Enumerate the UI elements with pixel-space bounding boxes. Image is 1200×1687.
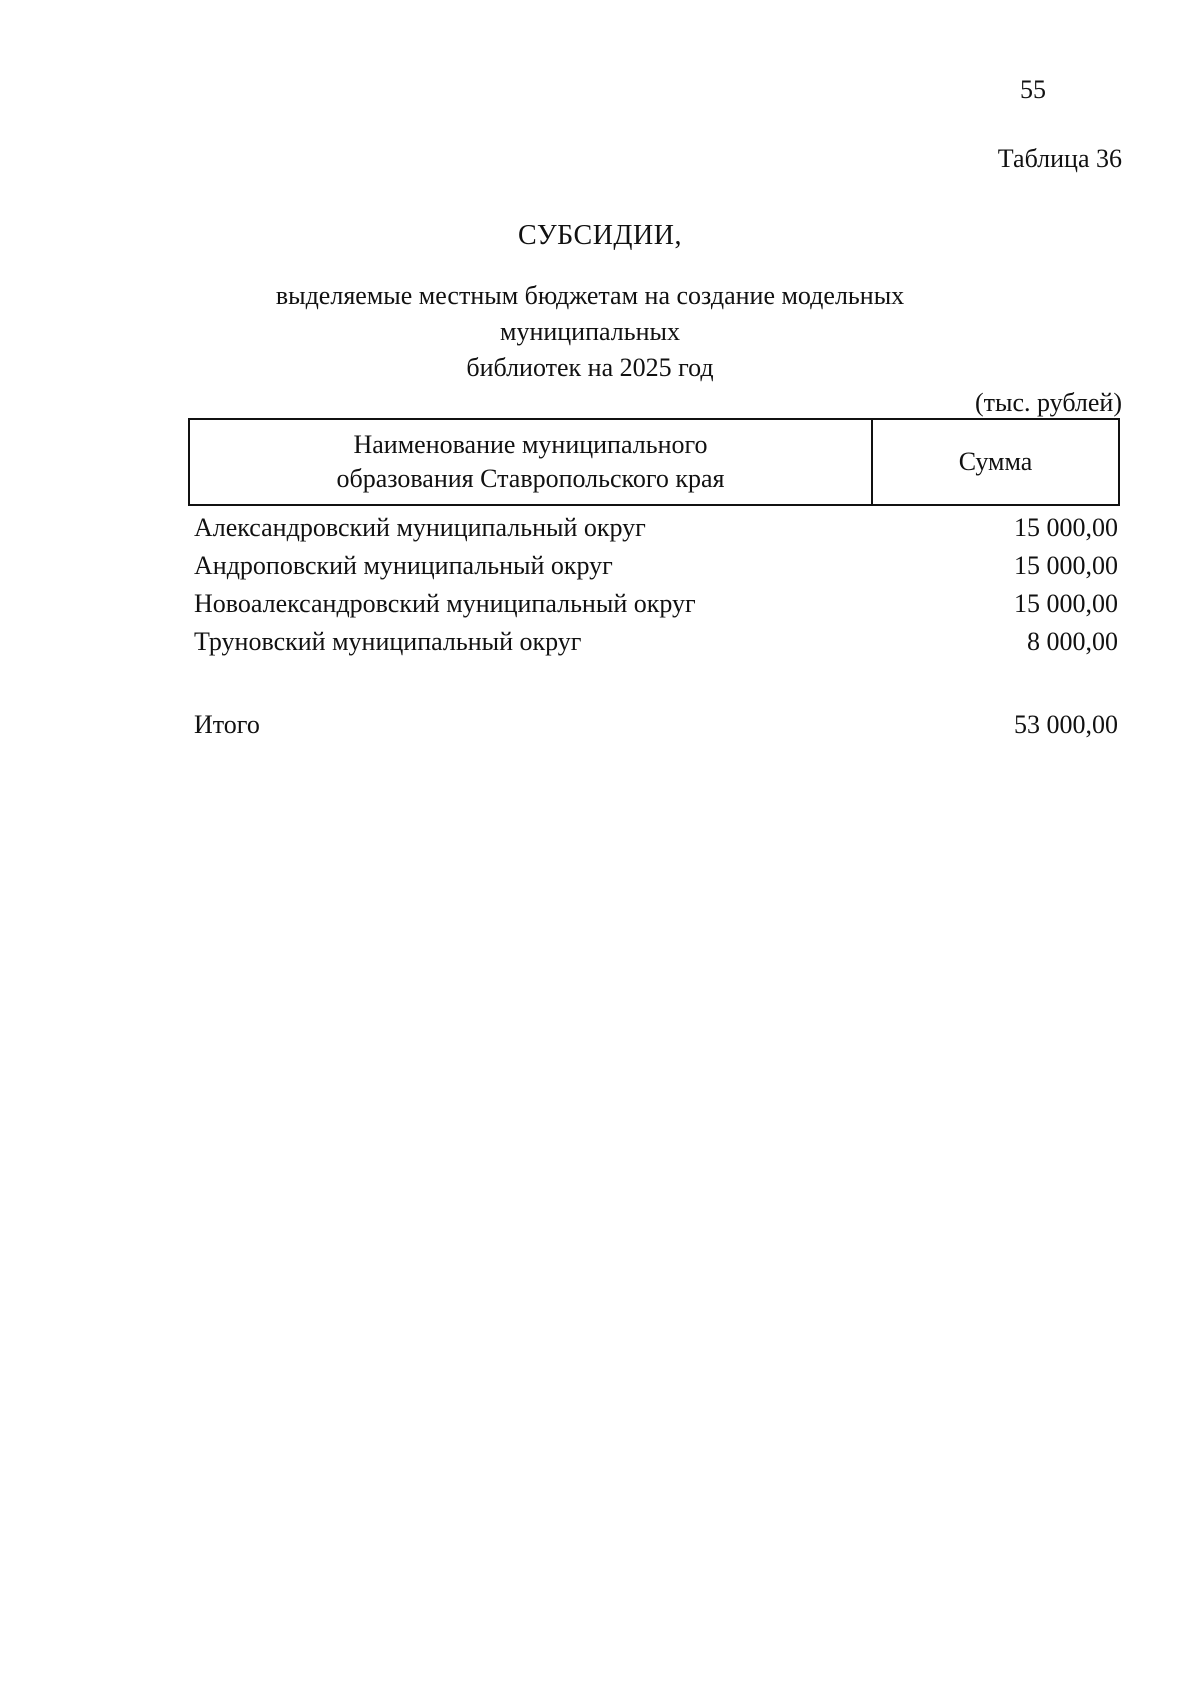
- row-value: 8 000,00: [1027, 627, 1118, 656]
- subtitle-line-2: библиотек на 2025 год: [466, 353, 714, 382]
- row-value: 15 000,00: [1014, 551, 1118, 580]
- subtitle-line-1: выделяемые местным бюджетам на создание модельных муниципальных: [275, 281, 905, 346]
- column-header-name-line-2: образования Ставропольского края: [336, 464, 725, 493]
- column-header-name-line-1: Наименование муниципального: [353, 430, 708, 459]
- page-number: 55: [1020, 75, 1046, 104]
- table-row: [194, 626, 1118, 664]
- document-title: СУБСИДИИ,: [518, 220, 682, 251]
- document-subtitle: [190, 278, 990, 386]
- column-header-name: [190, 420, 873, 504]
- table-row: [194, 550, 1118, 588]
- table-row: [194, 588, 1118, 626]
- row-name: Андроповский муниципальный округ: [194, 551, 613, 580]
- units-label: (тыс. рублей): [974, 388, 1122, 417]
- row-name: Труновский муниципальный округ: [194, 627, 582, 656]
- column-header-sum: Сумма: [958, 447, 1033, 476]
- row-value: 15 000,00: [1014, 589, 1118, 618]
- table-header: [188, 418, 1120, 506]
- total-label: Итого: [194, 710, 260, 739]
- row-name: Новоалександровский муниципальный округ: [194, 589, 696, 618]
- row-name: Александровский муниципальный округ: [194, 513, 646, 542]
- total-value: 53 000,00: [1014, 710, 1118, 739]
- table-body: [194, 512, 1118, 664]
- table-label: Таблица 36: [997, 144, 1122, 173]
- row-value: 15 000,00: [1014, 513, 1118, 542]
- table-row: [194, 512, 1118, 550]
- total-row: [194, 709, 1118, 741]
